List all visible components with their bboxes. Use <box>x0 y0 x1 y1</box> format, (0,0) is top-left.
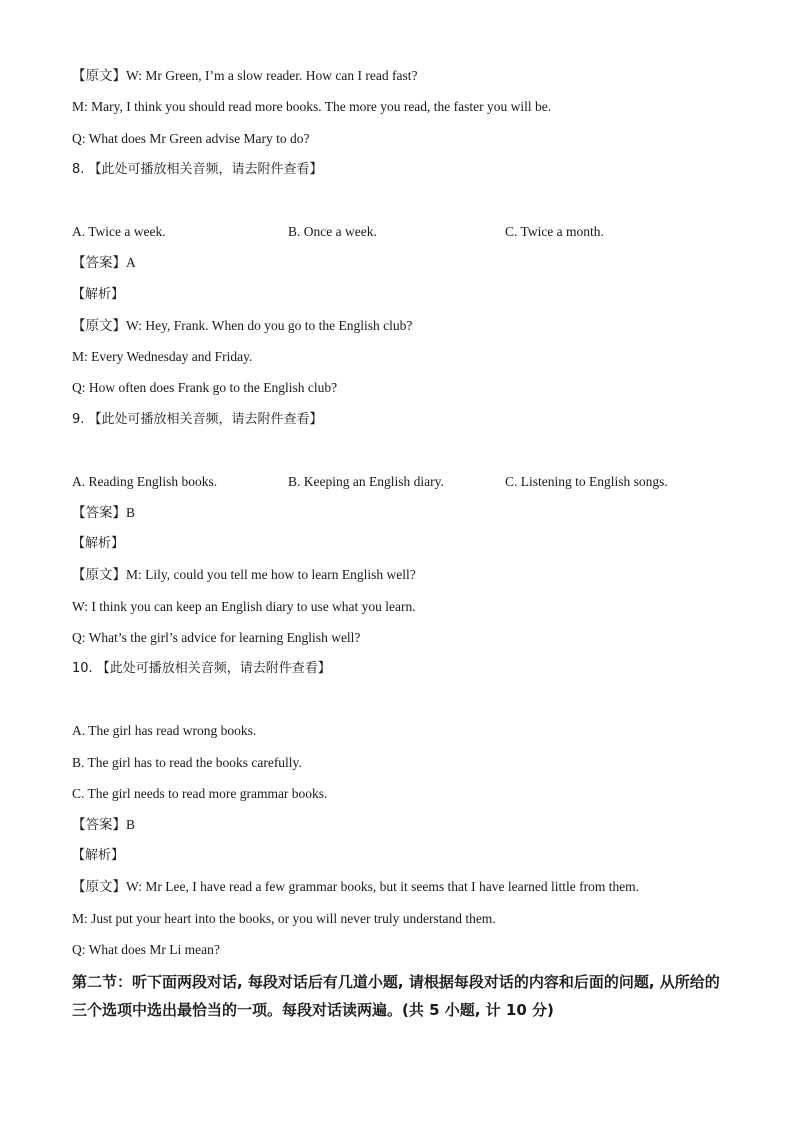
q7-script-w: 【原文】W: Mr Green, I’m a slow reader. How can I read fast? <box>72 68 418 83</box>
q9-answer: 【答案】B <box>72 505 136 520</box>
q9-option-b: B. Keeping an English diary. <box>288 474 444 489</box>
q8-script-q: Q: How often does Frank go to the English club? <box>72 380 338 395</box>
q9-script-w: W: I think you can keep an English diary to use what you learn. <box>72 599 416 614</box>
q10-option-a: A. The girl has read wrong books. <box>72 723 257 738</box>
q10-answer: 【答案】B <box>72 817 136 832</box>
q9-script-m: 【原文】M: Lily, could you tell me how to learn English well? <box>72 567 416 582</box>
q10-script-m: M: Just put your heart into the books, or you will never truly understand them. <box>72 911 496 926</box>
q8-script-w: 【原文】W: Hey, Frank. When do you go to the English club? <box>72 318 413 333</box>
q10-script-q: Q: What does Mr Li mean? <box>72 942 220 957</box>
q8-option-a: A. Twice a week. <box>72 224 166 239</box>
q9-option-a: A. Reading English books. <box>72 474 218 489</box>
q9-stem: 9. 【此处可播放相关音频，请去附件查看】 <box>72 412 323 427</box>
q9-script-q: Q: What’s the girl’s advice for learning English well? <box>72 630 361 645</box>
q7-script-m: M: Mary, I think you should read more books. The more you read, the faster you will be. <box>72 99 552 114</box>
section2-heading: 第二节：听下面两段对话, 每段对话后有几道小题, 请根据每段对话的内容和后面的问题, 从所给的三个选项中选出最恰当的一项。每段对话读两遍。(共 5 小题, 计 10 分) <box>72 973 720 1019</box>
q10-stem: 10. 【此处可播放相关音频，请去附件查看】 <box>72 661 331 676</box>
q10-script-w: 【原文】W: Mr Lee, I have read a few grammar books, but it seems that I have learned little from them. <box>72 879 640 894</box>
q8-stem: 8. 【此处可播放相关音频，请去附件查看】 <box>72 162 323 177</box>
q8-answer: 【答案】A <box>72 255 136 270</box>
q8-script-m: M: Every Wednesday and Friday. <box>72 349 253 364</box>
q10-option-b: B. The girl has to read the books carefully. <box>72 755 302 770</box>
q10-analysis: 【解析】 <box>72 848 125 863</box>
q9-option-c: C. Listening to English songs. <box>505 474 668 489</box>
q7-script-q: Q: What does Mr Green advise Mary to do? <box>72 131 310 146</box>
q9-analysis: 【解析】 <box>72 536 125 551</box>
q8-analysis: 【解析】 <box>72 287 125 302</box>
q10-option-c: C. The girl needs to read more grammar books. <box>72 786 328 801</box>
q8-option-c: C. Twice a month. <box>505 224 604 239</box>
q8-option-b: B. Once a week. <box>288 224 377 239</box>
